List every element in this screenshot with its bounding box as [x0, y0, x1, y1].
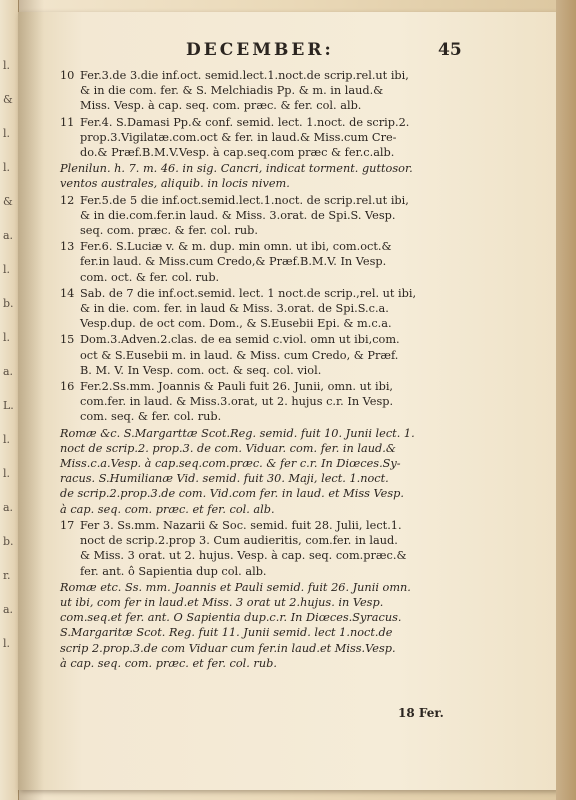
calendar-entry [60, 518, 508, 579]
calendar-entry [60, 286, 508, 332]
facing-page-fragment: l. [3, 59, 11, 72]
entry-line: fer. ant. ô Sapientia dup col. alb. [80, 564, 267, 578]
entry-line: à cap. seq. com. præc. et fer. col. rub. [60, 656, 277, 670]
entry-line: & Miss. 3 orat. ut 2. hujus. Vesp. à cap. seq. com.præc.& [80, 549, 407, 563]
day-number: 10 [60, 69, 75, 82]
facing-page-fragment: b. [3, 535, 14, 548]
entry-line: com.fer. in laud. & Miss.3.orat, ut 2. hujus c.r. In Vesp. [80, 395, 394, 409]
entry-line: scrip 2.prop.3.de com Viduar cum fer.in laud.et Miss.Vesp. [60, 641, 396, 655]
entry-line: Fer.3.de 3.die inf.oct. semid.lect.1.noct.de scrip.rel.ut ibi, [80, 69, 409, 82]
entry-line: Dom.3.Adven.2.clas. de ea semid c.viol. omn ut ibi,com. [80, 333, 400, 347]
entry-line: seq. com. præc. & fer. col. rub. [80, 224, 258, 238]
entry-line: com. seq. & fer. col. rub. [80, 410, 222, 424]
entry-line: noct de scrip.2.prop 3. Cum audieritis, com.fer. in laud. [80, 534, 398, 548]
entry-line: Miss.c.a.Vesp. à cap.seq.com.præc. & fer c.r. In Diœces.Sy- [60, 457, 401, 471]
entry-line: S.Margaritæ Scot. Reg. fuit 11. Junii semid. lect 1.noct.de [60, 626, 393, 640]
entry-line: noct de scrip.2. prop.3. de com. Viduar. com. fer. in laud.& [60, 441, 396, 455]
entry-line: Romæ etc. Ss. mm. Joannis et Pauli semid. fuit 26. Junii omn. [60, 580, 411, 594]
entry-line: fer.in laud. & Miss.cum Credo,& Præf.B.M.V. In Vesp. [80, 255, 387, 269]
entry-line: Vesp.dup. de oct com. Dom., & S.Eusebii Epi. & m.c.a. [80, 317, 392, 331]
facing-page-fragment: r. [3, 569, 11, 582]
entry-line: do.& Præf.B.M.V.Vesp. à cap.seq.com præc & fer.c.alb. [80, 146, 395, 160]
day-number: 14 [60, 286, 75, 300]
day-number: 12 [60, 193, 75, 207]
entry-line: Romæ &c. S.Margarttæ Scot.Reg. semid. fuit 10. Junii lect. 1. [60, 426, 415, 440]
entry-line: & in die. com. fer. in laud & Miss. 3.orat. de Spi.S.c.a. [80, 302, 389, 316]
entry-line: B. M. V. In Vesp. com. oct. & seq. col. viol. [80, 363, 322, 377]
calendar-entry [60, 68, 508, 114]
facing-page-fragment: l. [3, 637, 11, 650]
entry-line: Plenilun. h. 7. m. 46. in sig. Cancri, indicat torment. guttosor. [60, 162, 413, 176]
calendar-note [60, 426, 508, 517]
calendar-note [60, 580, 508, 671]
facing-page-fragment: l. [3, 263, 11, 276]
facing-page-fragment: l. [3, 433, 11, 446]
facing-page-fragment: l. [3, 161, 11, 174]
day-number: 11 [60, 115, 75, 129]
facing-page-fragment: a. [3, 603, 14, 616]
entry-line: & in die com. fer. & S. Melchiadis Pp. & m. in laud.& [80, 84, 384, 98]
entry-line: de scrip.2.prop.3.de com. Vid.com fer. in laud. et Miss Vesp. [60, 487, 404, 501]
entry-line: Fer.5.de 5 die inf.oct.semid.lect.1.noct. de scrip.rel.ut ibi, [80, 193, 409, 207]
running-header [0, 40, 576, 66]
facing-page-fragment: & [3, 93, 13, 106]
calendar-entry [60, 193, 508, 239]
entry-line: & in die.com.fer.in laud. & Miss. 3.orat. de Spi.S. Vesp. [80, 208, 396, 222]
gutter-shadow [18, 0, 44, 800]
day-number: 17 [60, 518, 75, 532]
entry-line: Fer.2.Ss.mm. Joannis & Pauli fuit 26. Junii, omn. ut ibi, [80, 380, 394, 394]
facing-page-fragment: b. [3, 297, 14, 310]
page-number: 45 [438, 40, 462, 60]
entry-line: oct & S.Eusebii m. in laud. & Miss. cum Credo, & Præf. [80, 348, 399, 362]
entry-line: Fer.6. S.Luciæ v. & m. dup. min omn. ut ibi, com.oct.& [80, 240, 392, 254]
facing-page-fragment: L. [3, 399, 14, 412]
entry-line: racus. S.Humilianæ Vid. semid. fuit 30. Maji, lect. 1.noct. [60, 472, 389, 486]
calendar-entry [60, 332, 508, 378]
facing-page-fragment: a. [3, 501, 14, 514]
day-number: 15 [60, 333, 75, 347]
entry-line: ut ibi, com fer in laud.et Miss. 3 orat ut 2.hujus. in Vesp. [60, 595, 384, 609]
facing-page-fragment: a. [3, 229, 14, 242]
entry-line: com. oct. & fer. col. rub. [80, 270, 220, 284]
calendar-entries [60, 68, 508, 672]
facing-page-fragment: & [3, 195, 13, 208]
day-number: 16 [60, 380, 75, 394]
entry-line: Fer 3. Ss.mm. Nazarii & Soc. semid. fuit 28. Julii, lect.1. [80, 518, 402, 532]
facing-page-fragment: a. [3, 365, 14, 378]
day-number: 13 [60, 240, 75, 254]
calendar-entry [60, 379, 508, 425]
entry-line: Sab. de 7 die inf.oct.semid. lect. 1 noct.de scrip.,rel. ut ibi, [80, 286, 417, 300]
entry-line: com.seq.et fer. ant. O Sapientia dup.c.r. In Diœces.Syracus. [60, 611, 402, 625]
entry-line: à cap. seq. com. præc. et fer. col. alb. [60, 502, 275, 516]
facing-page-fragment: l. [3, 331, 11, 344]
month-title: DECEMBER: [186, 40, 334, 60]
calendar-note [60, 161, 508, 191]
page-edge [556, 0, 576, 800]
entry-line: Miss. Vesp. à cap. seq. com. præc. & fer. col. alb. [80, 99, 362, 113]
catchword: 18 Fer. [398, 706, 444, 720]
facing-page-fragment: l. [3, 467, 11, 480]
entry-line: ventos australes, aliquib. in locis nivem. [60, 177, 290, 191]
calendar-entry [60, 115, 508, 161]
entry-line: Fer.4. S.Damasi Pp.& conf. semid. lect. 1.noct. de scrip.2. [80, 115, 410, 129]
facing-page-fragment: l. [3, 127, 11, 140]
facing-page-edge [0, 0, 19, 800]
calendar-entry [60, 239, 508, 285]
entry-line: prop.3.Vigilatæ.com.oct & fer. in laud.& Miss.cum Cre- [80, 130, 397, 144]
